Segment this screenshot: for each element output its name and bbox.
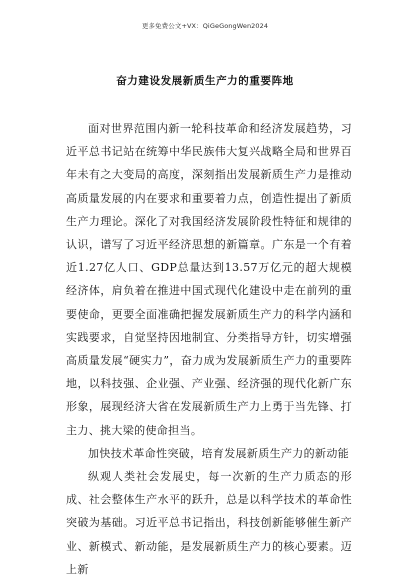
document-body	[66, 117, 352, 581]
document-title: 奋力建设发展新质生产力的重要阵地	[116, 75, 294, 87]
section-heading: 加快技术革命性突破，培育发展新质生产力的新动能	[88, 446, 350, 460]
paragraph-section-1: 纵观人类社会发展史，每一次新的生产力质态的形成、社会整体生产水平的跃升，总是以科学技术的革命性突破为基础。习近平总书记指出，科技创新能够催生新产业、新模式、新动能，是发展新质生产力的核心要素。迈上新	[66, 470, 352, 576]
paragraph-intro: 面对世界范围内新一轮科技革命和经济发展趋势，习近平总书记站在统筹中华民族伟大复兴战略全局和世界百年未有之大变局的高度，深刻指出发展新质生产力是推动高质量发展的内在要求和重要着力点，创造性提出了新质生产力理论。深化了对我国经济发展阶段性特征和规律的认识，谱写了习近平经济思想的新篇章。广东是一个有着近1.27亿人口、GDP总量达到13.57万亿元的超大规模经济体，肩负着在推进中国式现代化建设中走在前列的重要使命，更要全面准确把握发展新质生产力的科学内涵和实践要求，自觉坚持因地制宜、分类指导方针，切实增强高质量发展“硬实力”，奋力成为发展新质生产力的重要阵地，以科技强、企业强、产业强、经济强的现代化新广东形象，展现经济大省在发展新质生产力上勇于当先锋、打主力、挑大梁的使命担当。	[66, 122, 352, 437]
header-note: 更多免费公文+VX：QiGeGongWen2024	[141, 22, 269, 30]
